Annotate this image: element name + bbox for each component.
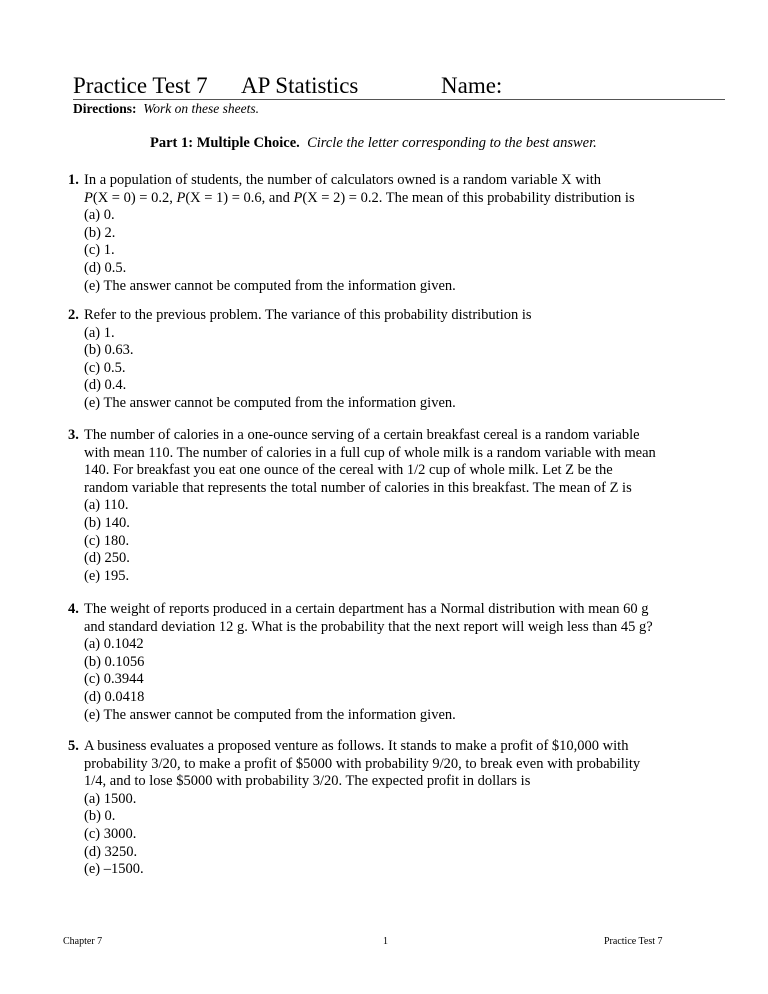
question-stem-line: with mean 110. The number of calories in a full cup of whole milk is a random variable with mean xyxy=(84,444,656,461)
choice-e[interactable]: (e) The answer cannot be computed from the information given. xyxy=(84,394,456,411)
footer-test-name: Practice Test 7 xyxy=(604,936,663,947)
prob-symbol: P xyxy=(84,189,93,206)
choice-e[interactable]: (e) The answer cannot be computed from the information given. xyxy=(84,277,456,294)
choice-b[interactable]: (b) 2. xyxy=(84,224,116,241)
stem-fragment: (X = 0) = 0.2, xyxy=(92,189,177,206)
footer-chapter: Chapter 7 xyxy=(63,936,103,947)
choice-d[interactable]: (d) 3250. xyxy=(84,843,138,860)
question-number: 3. xyxy=(68,427,79,443)
directions xyxy=(73,101,259,117)
choice-d[interactable]: (d) 0.4. xyxy=(84,377,127,394)
question-stem-line: The number of calories in a one-ounce serving of a certain breakfast cereal is a random variable xyxy=(84,427,640,443)
footer-page-number: 1 xyxy=(383,936,388,947)
choice-b[interactable]: (b) 0.1056 xyxy=(84,653,145,670)
part-instruction: Circle the letter corresponding to the best answer. xyxy=(307,135,597,151)
question-stem-line xyxy=(84,190,728,208)
question-stem-line: The weight of reports produced in a certain department has a Normal distribution with mean 60 g xyxy=(84,601,649,617)
choice-c[interactable]: (c) 0.5. xyxy=(84,359,126,376)
choice-c[interactable]: (c) 3000. xyxy=(84,825,137,842)
choice-a[interactable]: (a) 1. xyxy=(84,324,115,341)
question-stem-line: random variable that represents the total number of calories in this breakfast. The mean of Z is xyxy=(84,479,632,496)
choice-c[interactable]: (c) 1. xyxy=(84,242,115,259)
question-number: 2. xyxy=(68,307,79,323)
question-stem: In a population of students, the number of calculators owned is a random variable X with xyxy=(84,172,602,188)
question-stem-line: 140. For breakfast you eat one ounce of the cereal with 1/2 cup of whole milk. Let Z be the xyxy=(84,462,613,479)
choice-a[interactable]: (a) 0.1042 xyxy=(84,636,144,653)
choice-d[interactable]: (d) 0.5. xyxy=(84,259,127,276)
directions-text: Work on these sheets. xyxy=(143,101,259,116)
question-5 xyxy=(68,738,728,879)
choice-a[interactable]: (a) 0. xyxy=(84,207,115,224)
choice-b[interactable]: (b) 0.63. xyxy=(84,342,134,359)
question-1 xyxy=(68,172,728,295)
question-number: 4. xyxy=(68,601,79,617)
test-title: Practice Test 7 xyxy=(73,73,208,98)
part-label: Part 1: Multiple Choice. xyxy=(150,135,300,151)
choice-a[interactable]: (a) 1500. xyxy=(84,790,137,807)
question-stem-line: probability 3/20, to make a profit of $5000 with probability 9/20, to break even with probability xyxy=(84,755,641,772)
question-3 xyxy=(68,427,728,585)
choice-d[interactable]: (d) 250. xyxy=(84,550,130,567)
choice-e[interactable]: (e) 195. xyxy=(84,567,130,584)
choice-c[interactable]: (c) 180. xyxy=(84,532,130,549)
choice-e[interactable]: (e) The answer cannot be computed from the information given. xyxy=(84,706,456,723)
directions-label: Directions: xyxy=(73,101,137,116)
question-stem-line: 1/4, and to lose $5000 with probability 3/20. The expected profit in dollars is xyxy=(84,773,531,790)
question-stem: Refer to the previous problem. The variance of this probability distribution is xyxy=(84,307,532,323)
choice-e[interactable]: (e) –1500. xyxy=(84,861,144,878)
stem-fragment: (X = 2) = 0.2. The mean of this probability distribution is xyxy=(302,189,635,206)
question-number: 1. xyxy=(68,172,79,188)
course-name: AP Statistics xyxy=(241,73,359,98)
page-header xyxy=(73,72,725,100)
choice-b[interactable]: (b) 0. xyxy=(84,808,116,825)
choice-b[interactable]: (b) 140. xyxy=(84,514,130,531)
prob-symbol: P xyxy=(293,189,303,206)
name-label: Name: xyxy=(441,73,503,98)
choice-c[interactable]: (c) 0.3944 xyxy=(84,671,144,688)
question-2 xyxy=(68,307,728,413)
choice-d[interactable]: (d) 0.0418 xyxy=(84,688,145,705)
choice-a[interactable]: (a) 110. xyxy=(84,497,129,514)
question-stem-line: and standard deviation 12 g. What is the probability that the next report will weigh less than 45 g? xyxy=(84,618,653,635)
prob-symbol: P xyxy=(176,189,186,206)
question-4 xyxy=(68,601,728,724)
question-number: 5. xyxy=(68,738,79,754)
stem-fragment: (X = 1) = 0.6, and xyxy=(185,189,294,206)
question-stem-line: A business evaluates a proposed venture as follows. It stands to make a profit of $10,000 with xyxy=(84,738,629,754)
part-heading xyxy=(150,135,597,152)
